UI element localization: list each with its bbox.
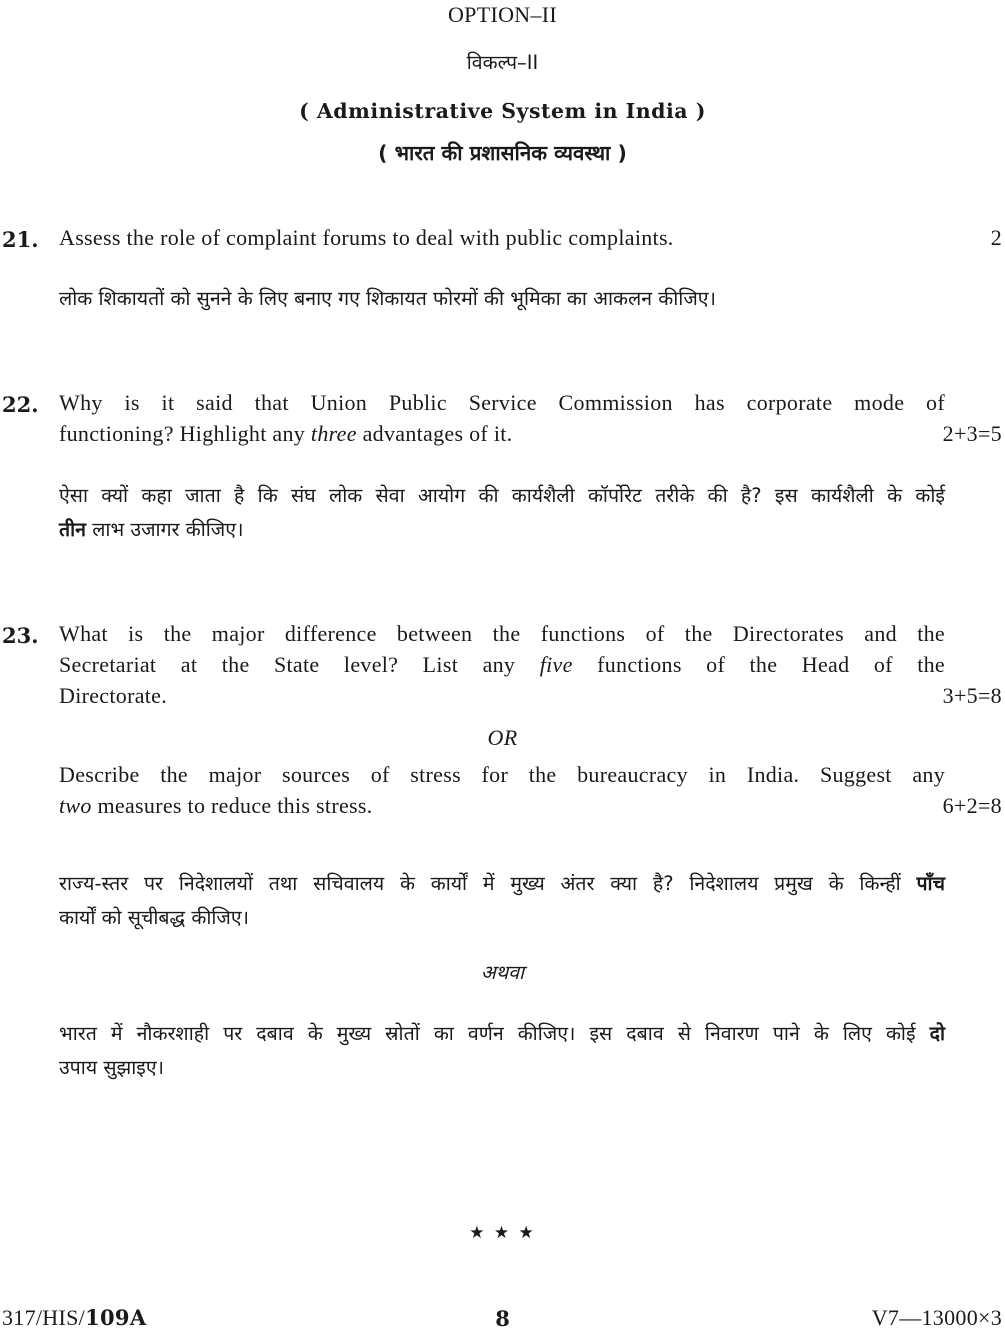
question-text-hindi-line: तीन लाभ उजागर कीजिए।	[59, 518, 244, 541]
question-text-hindi-line: कार्यों को सूचीबद्ध कीजिए।	[59, 906, 250, 929]
question-marks: 3+5=8	[942, 683, 1002, 708]
question-text-hindi-line: ऐसा क्यों कहा जाता है कि संघ लोक सेवा आयोग की कार्यशैली कॉर्पोरेट तरीके की है? इस कार्यशैली के कोई	[59, 484, 945, 507]
alternative-question-line: Describe the major sources of stress for the bureaucracy in India. Suggest any	[59, 762, 945, 787]
or-separator-hindi: अथवा	[480, 961, 525, 984]
question-text-line: functioning? Highlight any three advantages of it.	[59, 421, 513, 446]
question-marks: 2+3=5	[942, 421, 1002, 446]
question-marks: 6+2=8	[942, 793, 1002, 818]
question-number: 23.	[2, 623, 39, 648]
bold-word: पाँच	[916, 872, 945, 895]
or-separator: OR	[487, 725, 518, 750]
question-number: 21.	[2, 227, 39, 252]
section-title: ( Administrative System in India )	[299, 99, 706, 123]
question-text-line: Directorate.	[59, 683, 168, 708]
option-heading-hindi: विकल्प–II	[466, 51, 539, 74]
question-text-line: Secretariat at the State level? List any five functions of the Head of the	[59, 652, 945, 677]
alternative-question-line: two measures to reduce this stress.	[59, 793, 373, 818]
print-code: V7—13000×3	[871, 1305, 1002, 1330]
alternative-question-hindi-line: उपाय सुझाइए।	[59, 1056, 165, 1079]
question-text-line: Why is it said that Union Public Service Commission has corporate mode of	[59, 390, 945, 415]
paper-code: 317/HIS/109A	[2, 1305, 147, 1330]
page-number: 8	[495, 1306, 510, 1331]
question-text-hindi-line: राज्य-स्तर पर निदेशालयों तथा सचिवालय के कार्यों में मुख्य अंतर क्या है? निदेशालय प्रमुख के किन्हीं पाँच	[59, 872, 945, 895]
question-text-hindi: लोक शिकायतों को सुनने के लिए बनाए गए शिकायत फोरमों की भूमिका का आकलन कीजिए।	[59, 287, 716, 310]
option-heading: OPTION–II	[447, 2, 557, 27]
alternative-question-hindi-line: भारत में नौकरशाही पर दबाव के मुख्य स्रोतों का वर्णन कीजिए। इस दबाव से निवारण पाने के लिए कोई दो	[59, 1022, 945, 1045]
emphasis-word: two	[59, 793, 92, 818]
section-title-hindi: ( भारत की प्रशासनिक व्यवस्था )	[378, 141, 627, 165]
emphasis-word: five	[539, 652, 573, 677]
question-text: Assess the role of complaint forums to deal with public complaints.	[59, 225, 674, 250]
bold-word: दो	[929, 1022, 945, 1045]
end-of-paper-stars: ★ ★ ★	[469, 1223, 536, 1243]
question-text-line: What is the major difference between the functions of the Directorates and the	[59, 621, 945, 646]
emphasis-word: three	[310, 421, 357, 446]
bold-word: तीन	[59, 518, 86, 541]
question-marks: 2	[990, 225, 1002, 250]
question-number: 22.	[2, 392, 39, 417]
